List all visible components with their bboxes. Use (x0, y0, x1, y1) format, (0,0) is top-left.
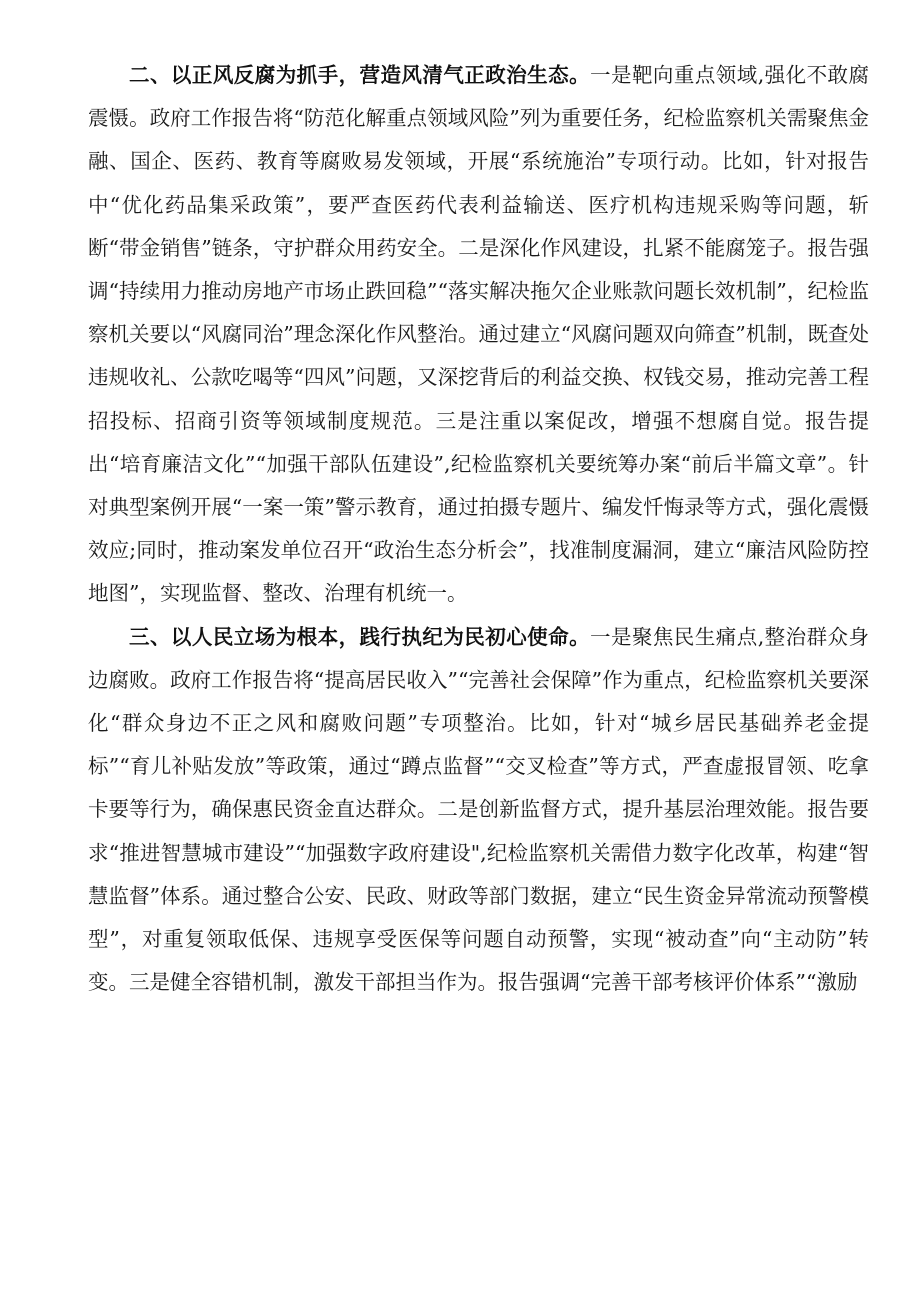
document-body (88, 54, 869, 1004)
section-two-text: 一是靶向重点领域,强化不敢腐震慑。政府工作报告将“防范化解重点领域风险”列为重要任务，纪检监察机关需聚焦金融、国企、医药、教育等腐败易发领域，开展“系统施治”专项行动。比如，针对报告中“优化药品集采政策”，要严查医药代表利益输送、医疗机构违规采购等问题，斩断“带金销售”链条，守护群众用药安全。二是深化作风建设，扎紧不能腐笼子。报告强调“持续用力推动房地产市场止跌回稳”“落实解决拖欠企业账款问题长效机制”，纪检监察机关要以“风腐同治”理念深化作风整治。通过建立“风腐问题双向筛查”机制，既查处违规收礼、公款吃喝等“四风”问题，又深挖背后的利益交换、权钱交易，推动完善工程招投标、招商引资等领域制度规范。三是注重以案促改，增强不想腐自觉。报告提出“培育廉洁文化”“加强干部队伍建设”,纪检监察机关要统筹办案“前后半篇文章”。针对典型案例开展“一案一策”警示教育，通过拍摄专题片、编发忏悔录等方式，强化震慑效应;同时，推动案发单位召开“政治生态分析会”，找准制度漏洞，建立“廉洁风险防控地图”，实现监督、整改、治理有机统一。 (88, 63, 869, 606)
section-three-heading: 三、以人民立场为根本，践行执纪为民初心使命。 (129, 624, 591, 649)
section-three-paragraph (88, 616, 869, 1005)
section-three-text: 一是聚焦民生痛点,整治群众身边腐败。政府工作报告将“提高居民收入”“完善社会保障”作为重点，纪检监察机关要深化“群众身边不正之风和腐败问题”专项整治。比如，针对“城乡居民基础养老金提标”“育儿补贴发放”等政策，通过“蹲点监督”“交叉检查”等方式，严查虚报冒领、吃拿卡要等行为，确保惠民资金直达群众。二是创新监督方式，提升基层治理效能。报告要求“推进智慧城市建设”“加强数字政府建设",纪检监察机关需借力数字化改革，构建“智慧监督”体系。通过整合公安、民政、财政等部门数据，建立“民生资金异常流动预警模型”，对重复领取低保、违规享受医保等问题自动预警，实现“被动查”向“主动防”转变。三是健全容错机制，激发干部担当作为。报告强调“完善干部考核评价体系”“激励 (88, 624, 869, 995)
section-two-paragraph (88, 54, 869, 616)
section-two-heading: 二、以正风反腐为抓手，营造风清气正政治生态。 (129, 63, 591, 87)
